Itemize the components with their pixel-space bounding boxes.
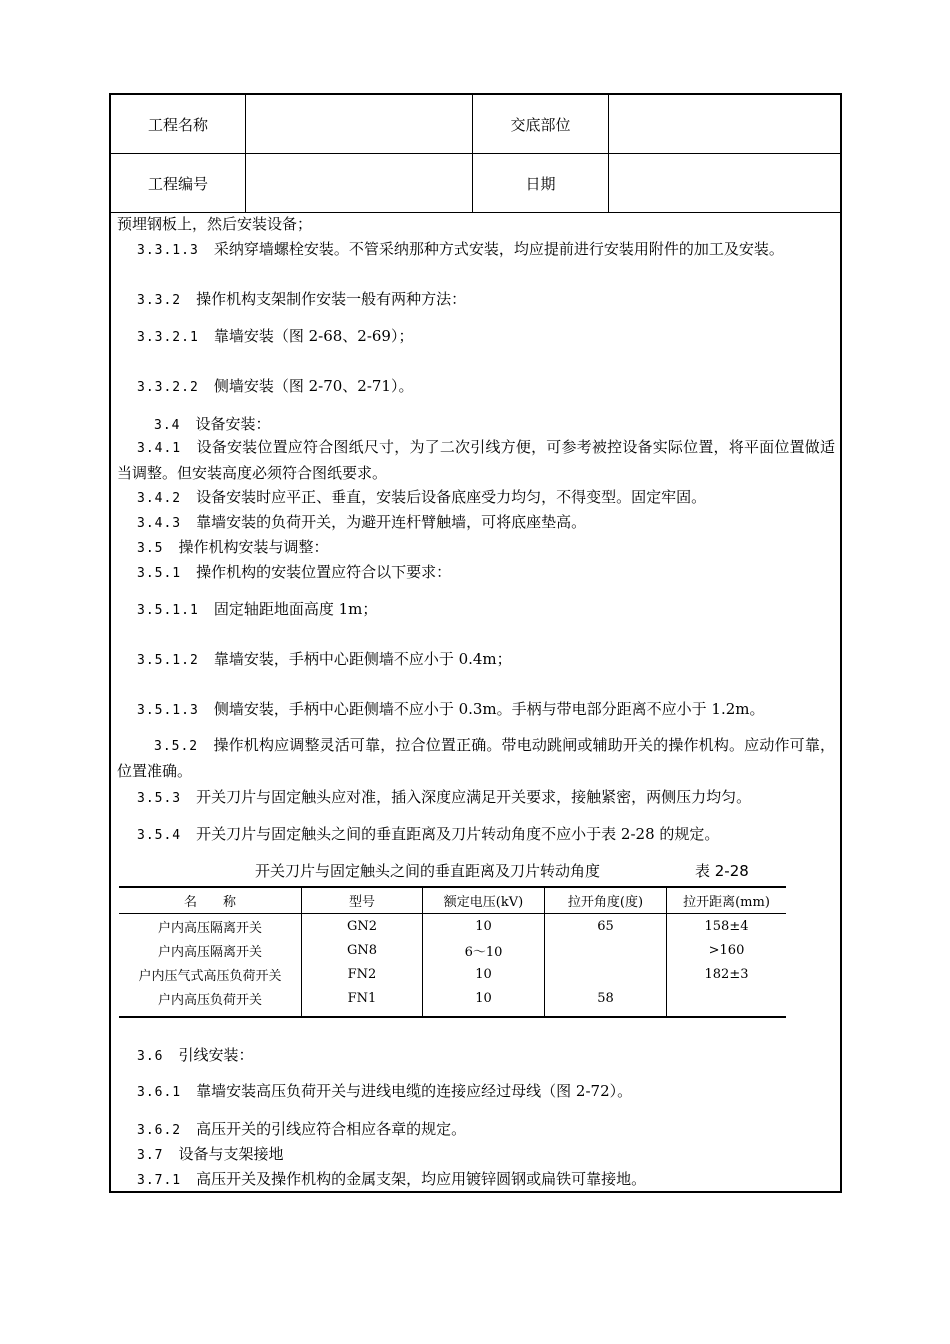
location-label: 交底部位 [473,95,609,154]
project-name-value [246,95,473,154]
table-header-voltage: 额定电压(kV) [423,887,545,914]
date-label: 日期 [473,154,609,213]
paragraph: 3.6 引线安装： [137,1046,254,1064]
table-row: 户内高压隔离开关 GN2 10 65 158±4 [119,914,786,939]
project-no-value [246,154,473,213]
date-value [609,154,841,213]
project-no-label: 工程编号 [111,154,246,213]
project-name-label: 工程名称 [111,95,246,154]
paragraph: 3.7 设备与支架接地 [137,1145,284,1163]
table-header-model: 型号 [302,887,423,914]
paragraph: 3.4.1 设备安装位置应符合图纸尺寸，为了二次引线方便，可参考被控设备实际位置，将平面位置做适当调整。但安装高度必须符合图纸要求。 [117,438,835,482]
document-frame [109,93,842,1193]
paragraph: 3.5.3 开关刀片与固定触头应对准，插入深度应满足开关要求，接触紧密，两侧压力均匀。 [137,788,752,806]
paragraph: 3.6.1 靠墙安装高压负荷开关与进线电缆的连接应经过母线（图 2-72）。 [137,1082,633,1100]
paragraph: 3.5.1.3 侧墙安装，手柄中心距侧墙不应小于 0.3m。手柄与带电部分距离不应小于 1.2m。 [137,700,765,718]
paragraph: 3.4.3 靠墙安装的负荷开关，为避开连杆臂触墙，可将底座垫高。 [137,513,587,531]
paragraph: 3.3.2.1 靠墙安装（图 2-68、2-69）； [137,327,414,345]
location-value [609,95,841,154]
paragraph: 3.5.1 操作机构的安装位置应符合以下要求： [137,563,452,581]
paragraph: 3.6.2 高压开关的引线应符合相应各章的规定。 [137,1120,467,1138]
paragraph: 3.3.2 操作机构支架制作安装一般有两种方法： [137,290,467,308]
paragraph: 3.5.4 开关刀片与固定触头之间的垂直距离及刀片转动角度不应小于表 2-28 的规定。 [137,825,720,843]
paragraph: 3.7.1 高压开关及操作机构的金属支架，均应用镀锌圆钢或扁铁可靠接地。 [137,1170,647,1188]
table-header-angle: 拉开角度(度) [545,887,667,914]
table-row: 户内高压负荷开关 FN1 10 58 [119,986,786,1017]
table-title: 开关刀片与固定触头之间的垂直距离及刀片转动角度 [255,862,601,880]
paragraph: 3.4 设备安装： [154,415,271,433]
paragraph: 3.5.2 操作机构应调整灵活可靠，拉合位置正确。带电动跳闸或辅助开关的操作机构。应动作可靠，位置准确。 [117,736,835,780]
table-row: 户内压气式高压负荷开关 FN2 10 182±3 [119,962,786,986]
header-table [111,95,840,213]
data-table [119,886,786,1018]
paragraph: 3.4.2 设备安装时应平正、垂直，安装后设备底座受力均匀，不得变型。固定牢固。 [137,488,707,506]
table-number: 表 2-28 [695,862,749,880]
paragraph: 预埋钢板上，然后安装设备； [117,215,313,233]
paragraph: 3.5.1.2 靠墙安装，手柄中心距侧墙不应小于 0.4m； [137,650,512,668]
paragraph: 3.5 操作机构安装与调整： [137,538,329,556]
table-header-distance: 拉开距离(mm) [667,887,787,914]
table-header-name: 名 称 [119,887,302,914]
paragraph: 3.3.1.3 采纳穿墙螺栓安装。不管采纳那种方式安装，均应提前进行安装用附件的加工及安装。 [137,240,784,258]
table-row: 户内高压隔离开关 GN8 6～10 >160 [119,938,786,962]
paragraph: 3.3.2.2 侧墙安装（图 2-70、2-71）。 [137,377,414,395]
paragraph: 3.5.1.1 固定轴距地面高度 1m； [137,600,378,618]
